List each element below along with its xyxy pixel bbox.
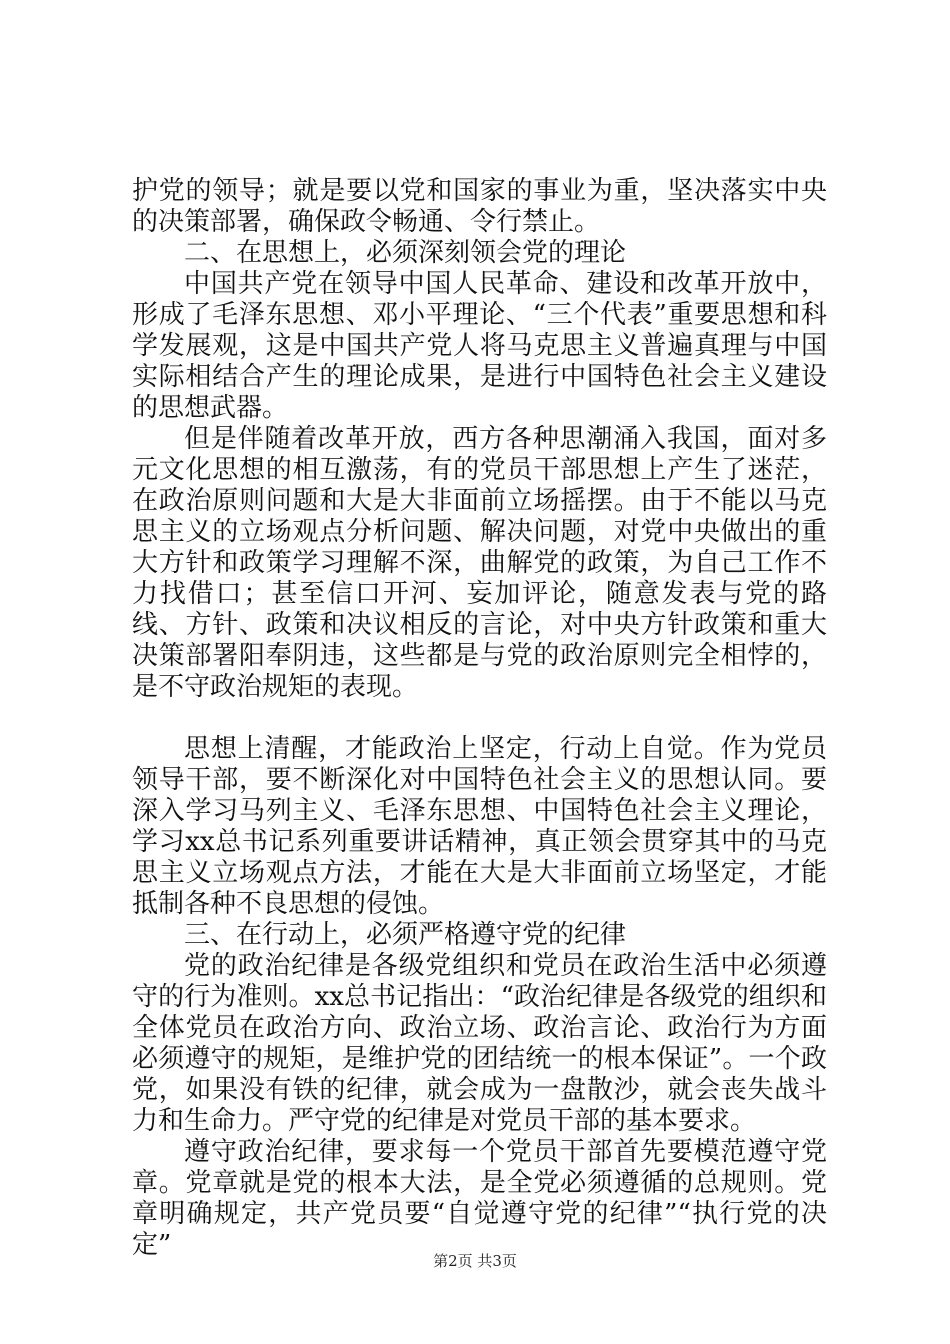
paragraph: 但是伴随着改革开放，西方各种思潮涌入我国，面对多元文化思想的相互激荡，有的党员干部思想上产生了迷茫，在政治原则问题和大是大非面前立场摇摆。由于不能以马克思主义的立场观点分析问题、解决问题，对党中央做出的重大方针和政策学习理解不深，曲解党的政策，为自己工作不力找借口；甚至信口开河、妄加评论，随意发表与党的路线、方针、政策和决议相反的言论，对中央方针政策和重大决策部署阳奉阴违，这些都是与党的政治原则完全相悖的，是不守政治规矩的表现。: [132, 424, 827, 702]
paragraph-gap: [132, 703, 827, 734]
paragraph: 思想上清醒，才能政治上坚定，行动上自觉。作为党员领导干部，要不断深化对中国特色社会主义的思想认同。要深入学习马列主义、毛泽东思想、中国特色社会主义理论，学习xx总书记系列重要讲话精神，真正领会贯穿其中的马克思主义立场观点方法，才能在大是大非面前立场坚定，才能抵制各种不良思想的侵蚀。: [132, 734, 827, 919]
page-number-footer: 第2页 共3页: [433, 1252, 517, 1270]
paragraph: 中国共产党在领导中国人民革命、建设和改革开放中，形成了毛泽东思想、邓小平理论、“三个代表”重要思想和科学发展观，这是中国共产党人将马克思主义普遍真理与中国实际相结合产生的理论成果，是进行中国特色社会主义建设的思想武器。: [132, 269, 827, 423]
section-heading-3: 三、在行动上，必须严格遵守党的纪律: [184, 920, 627, 950]
paragraph: 遵守政治纪律，要求每一个党员干部首先要模范遵守党章。党章就是党的根本大法，是全党必须遵循的总规则。党章明确规定，共产党员要“自觉遵守党的纪律”“执行党的决定”: [132, 1137, 827, 1260]
document-body: [132, 176, 827, 1261]
section-heading-2: 二、在思想上，必须深刻领会党的理论: [184, 238, 627, 268]
paragraph-continuation: 护党的领导；就是要以党和国家的事业为重，坚决落实中央的决策部署，确保政令畅通、令行禁止。: [132, 176, 827, 237]
paragraph: 党的政治纪律是各级党组织和党员在政治生活中必须遵守的行为准则。xx总书记指出：“政治纪律是各级党的组织和全体党员在政治方向、政治立场、政治言论、政治行为方面必须遵守的规矩，是维护党的团结统一的根本保证”。一个政党，如果没有铁的纪律，就会成为一盘散沙，就会丧失战斗力和生命力。严守党的纪律是对党员干部的基本要求。: [132, 951, 827, 1136]
